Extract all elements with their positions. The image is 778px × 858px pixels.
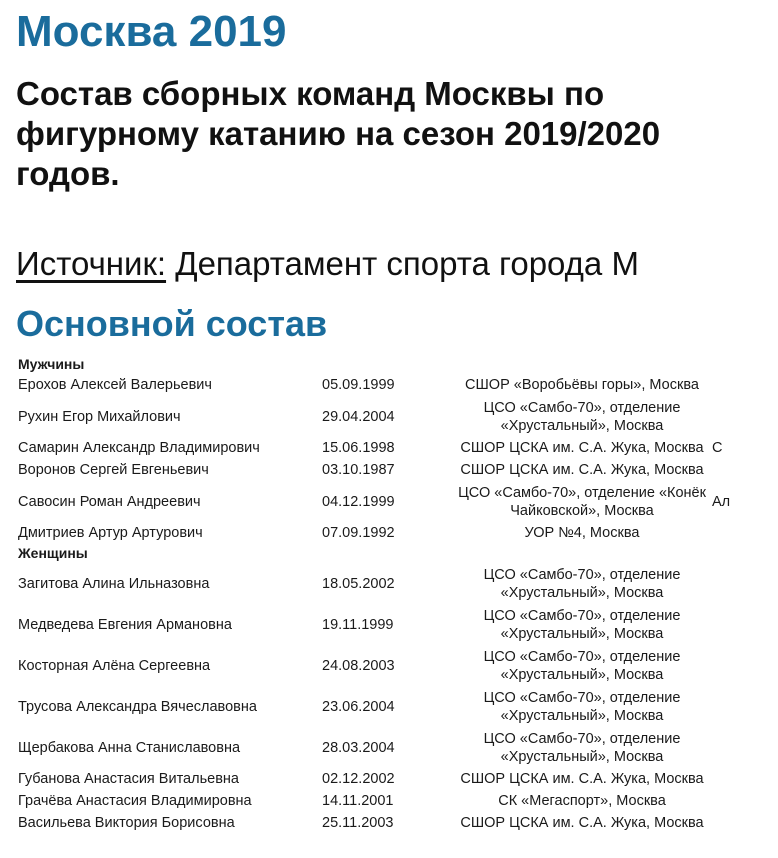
- table-row: [18, 812, 778, 834]
- birth-date: 15.06.1998: [322, 440, 395, 456]
- table-row: [18, 604, 778, 645]
- organization: ЦСО «Самбо-70», отделение «Хрустальный», Москва: [483, 399, 681, 434]
- table-row: [18, 645, 778, 686]
- athlete-name: Загитова Алина Ильназовна: [18, 575, 210, 592]
- organization: ЦСО «Самбо-70», отделение «Хрустальный», Москва: [483, 566, 681, 601]
- table-row: [18, 563, 778, 604]
- athlete-name: Дмитриев Артур Артурович: [18, 525, 203, 541]
- birth-date: 04.12.1999: [322, 493, 395, 510]
- extra-cell: С: [712, 440, 723, 456]
- site-title[interactable]: Москва 2019: [16, 7, 287, 56]
- table-row: [18, 768, 778, 790]
- birth-date: 28.03.2004: [322, 739, 395, 756]
- section-heading: Основной состав: [16, 303, 328, 344]
- organization: СШОР ЦСКА им. С.А. Жука, Москва: [460, 440, 704, 456]
- athlete-name: Трусова Александра Вячеславовна: [18, 698, 257, 715]
- document-title: Состав сборных команд Москвы по фигурному катанию на сезон 2019/2020 годов.: [16, 75, 661, 192]
- table-row: [18, 459, 778, 481]
- table-row: [18, 727, 778, 768]
- athlete-name: Васильева Виктория Борисовна: [18, 815, 235, 831]
- athlete-name: Савосин Роман Андреевич: [18, 493, 201, 510]
- extra-cell: Ал: [712, 493, 731, 510]
- organization: СШОР ЦСКА им. С.А. Жука, Москва: [460, 771, 704, 787]
- organization: ЦСО «Самбо-70», отделение «Хрустальный», Москва: [483, 730, 681, 765]
- athlete-name: Грачёва Анастасия Владимировна: [18, 793, 252, 809]
- table-row: [18, 686, 778, 727]
- organization: СШОР ЦСКА им. С.А. Жука, Москва: [460, 815, 704, 831]
- athlete-name: Рухин Егор Михайлович: [18, 408, 181, 425]
- organization: ЦСО «Самбо-70», отделение «Хрустальный», Москва: [483, 607, 681, 642]
- birth-date: 19.11.1999: [322, 616, 394, 633]
- roster-table: [18, 355, 778, 834]
- group-label-women: Женщины: [18, 545, 88, 561]
- table-row: [18, 437, 778, 459]
- table-row: [18, 374, 778, 396]
- group-label-men: Мужчины: [18, 356, 85, 372]
- birth-date: 05.09.1999: [322, 377, 395, 393]
- birth-date: 24.08.2003: [322, 657, 395, 674]
- athlete-name: Самарин Александр Владимирович: [18, 440, 260, 456]
- birth-date: 03.10.1987: [322, 462, 395, 478]
- athlete-name: Косторная Алёна Сергеевна: [18, 657, 211, 674]
- birth-date: 23.06.2004: [322, 698, 395, 715]
- organization: ЦСО «Самбо-70», отделение «Конёк Чайковской», Москва: [458, 484, 706, 519]
- athlete-name: Щербакова Анна Станиславовна: [18, 739, 241, 756]
- athlete-name: Ерохов Алексей Валерьевич: [18, 377, 212, 393]
- organization: ЦСО «Самбо-70», отделение «Хрустальный», Москва: [483, 689, 681, 724]
- organization: ЦСО «Самбо-70», отделение «Хрустальный», Москва: [483, 648, 681, 683]
- birth-date: 18.05.2002: [322, 575, 395, 592]
- birth-date: 02.12.2002: [322, 771, 395, 787]
- organization: СК «Мегаспорт», Москва: [498, 793, 666, 809]
- birth-date: 07.09.1992: [322, 525, 395, 541]
- source-line: [16, 244, 639, 284]
- birth-date: 14.11.2001: [322, 793, 394, 809]
- athlete-name: Воронов Сергей Евгеньевич: [18, 462, 209, 478]
- table-row: [18, 396, 778, 437]
- table-row: [18, 522, 778, 544]
- table-row: [18, 790, 778, 812]
- source-value: Департамент спорта города М: [166, 245, 639, 282]
- organization: СШОР ЦСКА им. С.А. Жука, Москва: [460, 462, 704, 478]
- athlete-name: Медведева Евгения Армановна: [18, 616, 232, 633]
- source-label-link[interactable]: Источник:: [16, 245, 167, 282]
- birth-date: 25.11.2003: [322, 815, 394, 831]
- organization: УОР №4, Москва: [524, 525, 640, 541]
- table-row: [18, 481, 778, 522]
- organization: СШОР «Воробьёвы горы», Москва: [465, 377, 699, 393]
- athlete-name: Губанова Анастасия Витальевна: [18, 771, 239, 787]
- birth-date: 29.04.2004: [322, 408, 395, 425]
